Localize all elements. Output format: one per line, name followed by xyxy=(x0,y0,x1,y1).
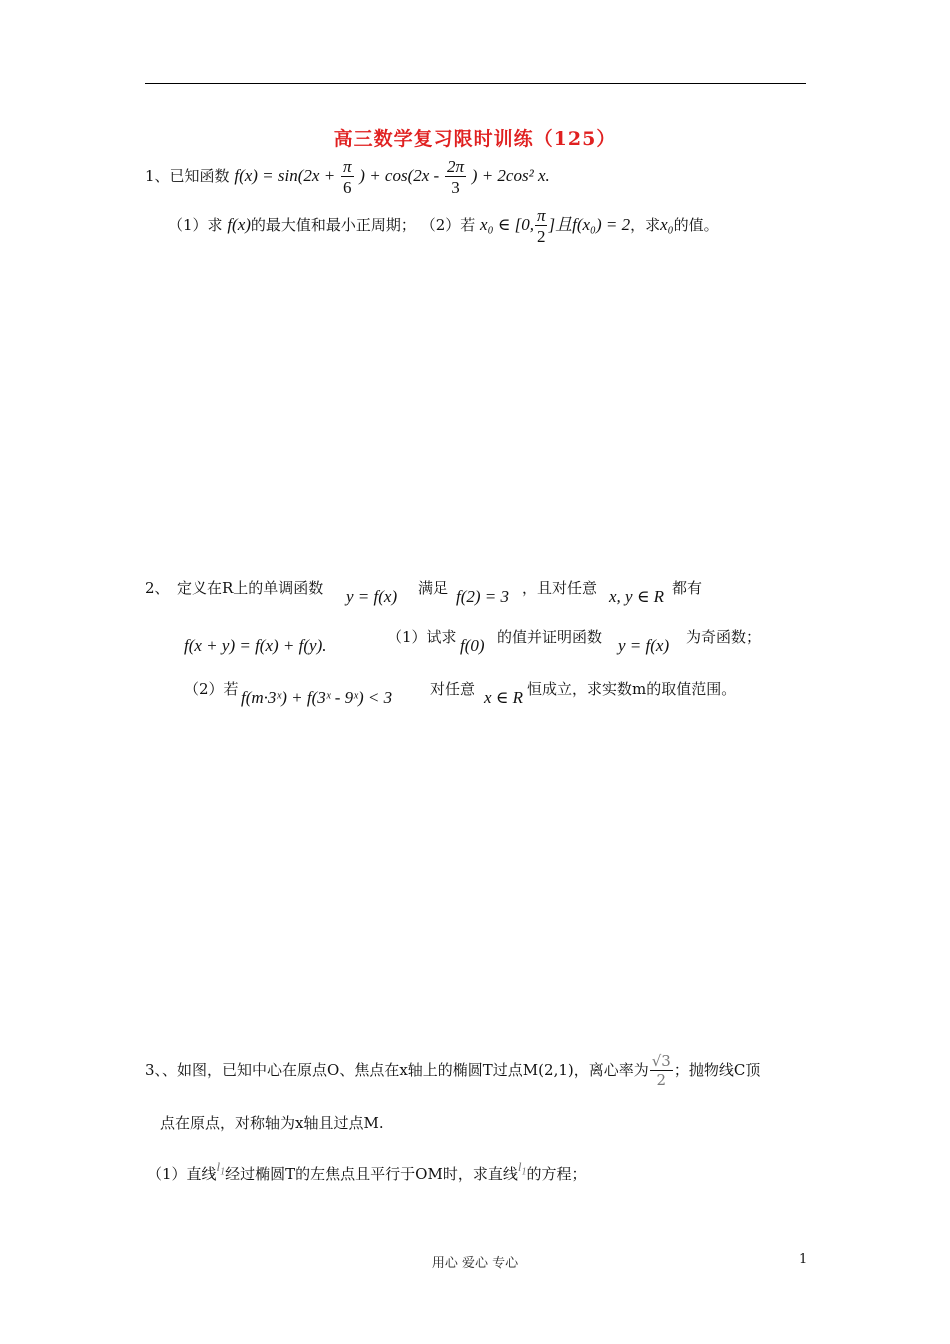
q3-number: 3、 xyxy=(145,1061,163,1079)
q2-math6: y = f(x) xyxy=(618,636,670,655)
q2-math1: y = f(x) xyxy=(346,587,398,606)
q2-text9: 对任意 xyxy=(430,680,476,698)
q2-text2: 满足 xyxy=(418,579,449,597)
q2-text4: 都有 xyxy=(672,579,703,597)
q3-line2: 点在原点，对称轴为x轴且过点M. xyxy=(160,1114,384,1132)
q2-math7: f(m·3ˣ) + f(3ˣ - 9ˣ) < 3 xyxy=(241,688,393,707)
q3-text2: ；抛物线C顶 xyxy=(673,1061,761,1079)
q2-number: 2、 xyxy=(145,579,170,597)
q2-math2: f(2) = 3 xyxy=(456,587,510,606)
q1-part2-expr: x₀ ∈ [0, xyxy=(480,215,534,234)
q3-eccentricity-frac: $\frac{√3}{2}$ xyxy=(651,1052,671,1089)
q3-part1-b: 经过椭圆T的左焦点且平行于OM时，求直线 xyxy=(225,1165,518,1183)
q1-part2-x0: x₀ xyxy=(660,215,674,234)
q3-part1-a: （1）直线 xyxy=(147,1165,217,1183)
q2-math8: x ∈ R xyxy=(484,688,524,707)
q2-text6: 的值并证明函数 xyxy=(497,628,603,646)
q3-l1-symbol-2: $l_1$ xyxy=(517,1159,527,1178)
q1-expr-c: ) + 2cos² x. xyxy=(471,166,550,185)
page-number: 1 xyxy=(799,1252,808,1267)
q1-number: 1、 xyxy=(145,167,170,185)
q2-text7: 为奇函数； xyxy=(686,628,762,646)
q1-part2-frac: $\frac{\pi}{2}$ xyxy=(536,206,546,246)
q1-frac-pi-6: $\frac{\pi}{6}$ xyxy=(342,157,352,197)
q3-l1-symbol: $l_1$ xyxy=(216,1159,226,1178)
page-title: 高三数学复习限时训练（125） xyxy=(333,128,617,150)
q3-text1: 、如图，已知中心在原点O、焦点在x轴上的椭圆T过点M(2,1)，离心率为 xyxy=(162,1061,649,1079)
q1-line1 xyxy=(145,158,550,196)
q1-part1-label: （1）求 xyxy=(168,216,223,234)
q2-text10: 恒成立，求实数m的取值范围。 xyxy=(527,680,737,698)
q2-math3: x, y ∈ R xyxy=(609,587,665,606)
q1-frac-2pi-3: $\frac{2\pi}{3}$ xyxy=(446,157,465,197)
q1-part1-text: 的最大值和最小正周期； xyxy=(250,216,416,234)
header-rule xyxy=(145,83,806,84)
q1-part2-text2: 的值。 xyxy=(673,216,719,234)
q2-math5: f(0) xyxy=(460,636,485,655)
q2-math4: f(x + y) = f(x) + f(y). xyxy=(184,636,327,655)
q1-part2-text1: ，求 xyxy=(630,216,661,234)
q1-part2-label: （2）若 xyxy=(420,216,476,234)
q2-text3: ，且对任意 xyxy=(522,579,598,597)
q3-part1-c: 的方程； xyxy=(526,1165,587,1183)
q2-text5: （1）试求 xyxy=(387,628,457,646)
q1-expr-a: f(x) = sin(2x + xyxy=(234,166,336,185)
q2-text1: 定义在R上的单调函数 xyxy=(177,579,324,597)
q1-expr-b: ) + cos(2x - xyxy=(359,166,440,185)
q1-part2-expr2: ]且f(x₀) = 2 xyxy=(548,215,631,234)
q1-part1-fx: f(x) xyxy=(227,215,251,234)
q3-line1 xyxy=(145,1050,760,1090)
q2-text8: （2）若 xyxy=(184,680,239,698)
page-footer: 用心 爱心 专心 xyxy=(431,1256,519,1271)
q1-line2 xyxy=(168,207,719,245)
q1-intro: 已知函数 xyxy=(169,167,230,185)
q3-line3 xyxy=(147,1152,586,1189)
